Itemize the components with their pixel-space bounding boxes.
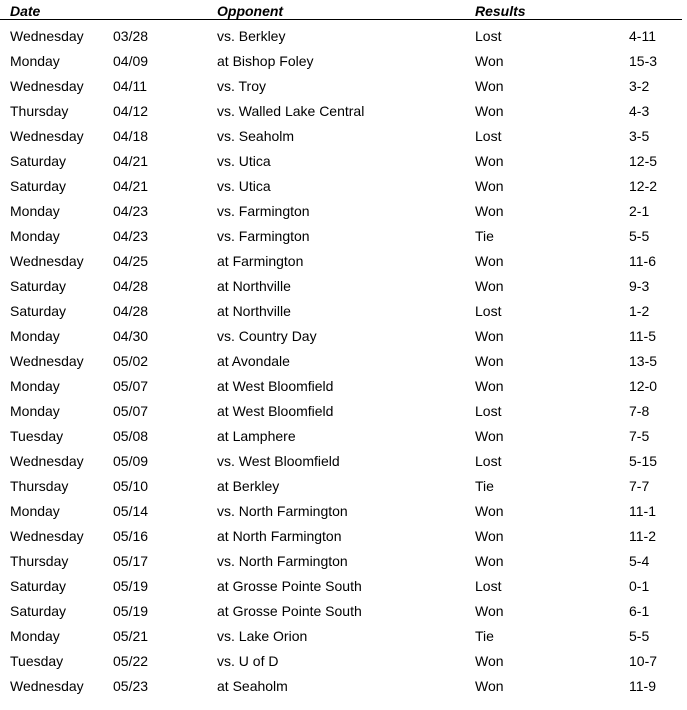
game-result: Won [475, 53, 504, 69]
table-row [0, 349, 687, 374]
game-score: 11-6 [629, 253, 656, 269]
table-row [0, 449, 687, 474]
game-date: 05/19 [113, 578, 149, 594]
table-row [0, 424, 687, 449]
game-result: Lost [475, 128, 502, 144]
game-day: Wednesday [10, 128, 84, 144]
game-score: 0-1 [629, 578, 650, 594]
game-day: Monday [10, 628, 60, 644]
header-results: Results [475, 3, 526, 19]
game-date: 05/21 [113, 628, 149, 644]
table-row [0, 324, 687, 349]
game-date: 04/09 [113, 53, 149, 69]
table-row [0, 199, 687, 224]
game-opponent: vs. Troy [217, 78, 267, 94]
game-date: 05/07 [113, 378, 149, 394]
game-opponent: at Northville [217, 278, 291, 294]
game-result: Won [475, 428, 504, 444]
header-date: Date [10, 3, 41, 19]
game-score: 7-7 [629, 478, 650, 494]
game-result: Lost [475, 578, 502, 594]
game-day: Thursday [10, 478, 69, 494]
game-result: Won [475, 503, 504, 519]
game-opponent: at Farmington [217, 253, 304, 269]
game-result: Won [475, 278, 504, 294]
game-date: 04/21 [113, 178, 149, 194]
game-date: 05/23 [113, 678, 149, 694]
game-day: Tuesday [10, 428, 64, 444]
table-row [0, 49, 687, 74]
game-opponent: at Lamphere [217, 428, 296, 444]
game-day: Wednesday [10, 678, 84, 694]
game-day: Monday [10, 328, 60, 344]
game-score: 11-9 [629, 678, 656, 694]
game-result: Won [475, 353, 504, 369]
table-row [0, 674, 687, 699]
table-row [0, 124, 687, 149]
game-score: 7-5 [629, 428, 650, 444]
game-result: Lost [475, 453, 502, 469]
game-day: Monday [10, 403, 60, 419]
table-row [0, 624, 687, 649]
game-score: 5-4 [629, 553, 650, 569]
game-date: 04/12 [113, 103, 149, 119]
game-result: Won [475, 328, 504, 344]
game-score: 6-1 [629, 603, 650, 619]
game-day: Saturday [10, 153, 67, 169]
game-score: 3-2 [629, 78, 650, 94]
game-day: Wednesday [10, 28, 84, 44]
table-row [0, 399, 687, 424]
game-date: 04/11 [113, 78, 147, 94]
game-result: Tie [475, 478, 494, 494]
game-score: 13-5 [629, 353, 658, 369]
game-result: Won [475, 378, 504, 394]
table-row [0, 299, 687, 324]
game-date: 05/07 [113, 403, 149, 419]
game-opponent: vs. Utica [217, 153, 271, 169]
game-date: 05/17 [113, 553, 149, 569]
game-score: 3-5 [629, 128, 650, 144]
game-score: 12-0 [629, 378, 658, 394]
game-day: Wednesday [10, 528, 84, 544]
game-score: 12-5 [629, 153, 658, 169]
game-opponent: vs. Farmington [217, 228, 310, 244]
game-date: 03/28 [113, 28, 149, 44]
game-result: Won [475, 653, 504, 669]
table-row [0, 149, 687, 174]
game-result: Tie [475, 628, 494, 644]
game-opponent: vs. U of D [217, 653, 279, 669]
game-score: 11-2 [629, 528, 656, 544]
table-body [0, 24, 687, 699]
game-score: 4-3 [629, 103, 650, 119]
game-result: Won [475, 603, 504, 619]
game-date: 04/28 [113, 303, 149, 319]
table-row [0, 599, 687, 624]
table-row [0, 274, 687, 299]
game-opponent: vs. Berkley [217, 28, 286, 44]
game-opponent: at Northville [217, 303, 291, 319]
game-opponent: vs. North Farmington [217, 503, 348, 519]
game-date: 04/18 [113, 128, 149, 144]
game-result: Won [475, 678, 504, 694]
table-row [0, 249, 687, 274]
game-day: Saturday [10, 178, 67, 194]
game-score: 15-3 [629, 53, 658, 69]
game-score: 5-5 [629, 628, 650, 644]
game-date: 04/30 [113, 328, 149, 344]
game-score: 7-8 [629, 403, 650, 419]
game-opponent: at Berkley [217, 478, 280, 494]
table-row [0, 99, 687, 124]
game-day: Wednesday [10, 253, 84, 269]
game-opponent: at Seaholm [217, 678, 288, 694]
table-row [0, 574, 687, 599]
game-score: 9-3 [629, 278, 650, 294]
game-result: Won [475, 78, 504, 94]
game-day: Wednesday [10, 453, 84, 469]
table-row [0, 174, 687, 199]
game-score: 5-15 [629, 453, 658, 469]
game-opponent: vs. Farmington [217, 203, 310, 219]
game-opponent: vs. Seaholm [217, 128, 295, 144]
game-result: Won [475, 553, 504, 569]
game-date: 04/25 [113, 253, 149, 269]
game-opponent: at West Bloomfield [217, 403, 334, 419]
table-row [0, 374, 687, 399]
game-date: 05/16 [113, 528, 149, 544]
game-day: Monday [10, 53, 60, 69]
game-result: Won [475, 253, 504, 269]
table-row [0, 524, 687, 549]
game-score: 10-7 [629, 653, 658, 669]
game-score: 4-11 [629, 28, 656, 44]
table-row [0, 24, 687, 49]
table-header [0, 2, 682, 20]
game-opponent: vs. Walled Lake Central [217, 103, 365, 119]
game-date: 04/23 [113, 228, 149, 244]
game-opponent: at Avondale [217, 353, 290, 369]
game-score: 1-2 [629, 303, 650, 319]
game-opponent: vs. Country Day [217, 328, 317, 344]
game-date: 05/10 [113, 478, 149, 494]
table-row [0, 549, 687, 574]
game-opponent: at Grosse Pointe South [217, 578, 362, 594]
table-row [0, 649, 687, 674]
game-result: Lost [475, 28, 502, 44]
game-score: 11-1 [629, 503, 656, 519]
game-opponent: at West Bloomfield [217, 378, 334, 394]
game-result: Won [475, 203, 504, 219]
game-result: Won [475, 178, 504, 194]
game-result: Lost [475, 403, 502, 419]
game-day: Saturday [10, 603, 67, 619]
game-date: 04/21 [113, 153, 149, 169]
game-day: Tuesday [10, 653, 64, 669]
game-opponent: vs. Utica [217, 178, 271, 194]
game-date: 05/08 [113, 428, 149, 444]
game-result: Lost [475, 303, 502, 319]
game-day: Wednesday [10, 78, 84, 94]
table-row [0, 474, 687, 499]
header-opponent: Opponent [217, 3, 284, 19]
game-opponent: at North Farmington [217, 528, 342, 544]
game-day: Wednesday [10, 353, 84, 369]
game-date: 05/02 [113, 353, 149, 369]
game-date: 04/23 [113, 203, 149, 219]
game-date: 05/14 [113, 503, 149, 519]
game-date: 04/28 [113, 278, 149, 294]
table-row [0, 224, 687, 249]
game-day: Saturday [10, 278, 67, 294]
game-result: Won [475, 153, 504, 169]
game-day: Saturday [10, 578, 67, 594]
game-opponent: vs. North Farmington [217, 553, 348, 569]
game-day: Saturday [10, 303, 67, 319]
game-opponent: at Grosse Pointe South [217, 603, 362, 619]
game-score: 11-5 [629, 328, 656, 344]
game-score: 5-5 [629, 228, 650, 244]
table-row [0, 74, 687, 99]
game-opponent: at Bishop Foley [217, 53, 314, 69]
game-opponent: vs. West Bloomfield [217, 453, 340, 469]
game-day: Monday [10, 378, 60, 394]
game-day: Thursday [10, 553, 69, 569]
game-result: Tie [475, 228, 494, 244]
game-score: 2-1 [629, 203, 650, 219]
table-row [0, 499, 687, 524]
game-opponent: vs. Lake Orion [217, 628, 308, 644]
game-result: Won [475, 528, 504, 544]
game-date: 05/19 [113, 603, 149, 619]
game-day: Monday [10, 203, 60, 219]
game-day: Thursday [10, 103, 69, 119]
game-date: 05/22 [113, 653, 149, 669]
game-day: Monday [10, 228, 60, 244]
game-day: Monday [10, 503, 60, 519]
game-result: Won [475, 103, 504, 119]
game-date: 05/09 [113, 453, 149, 469]
game-score: 12-2 [629, 178, 658, 194]
